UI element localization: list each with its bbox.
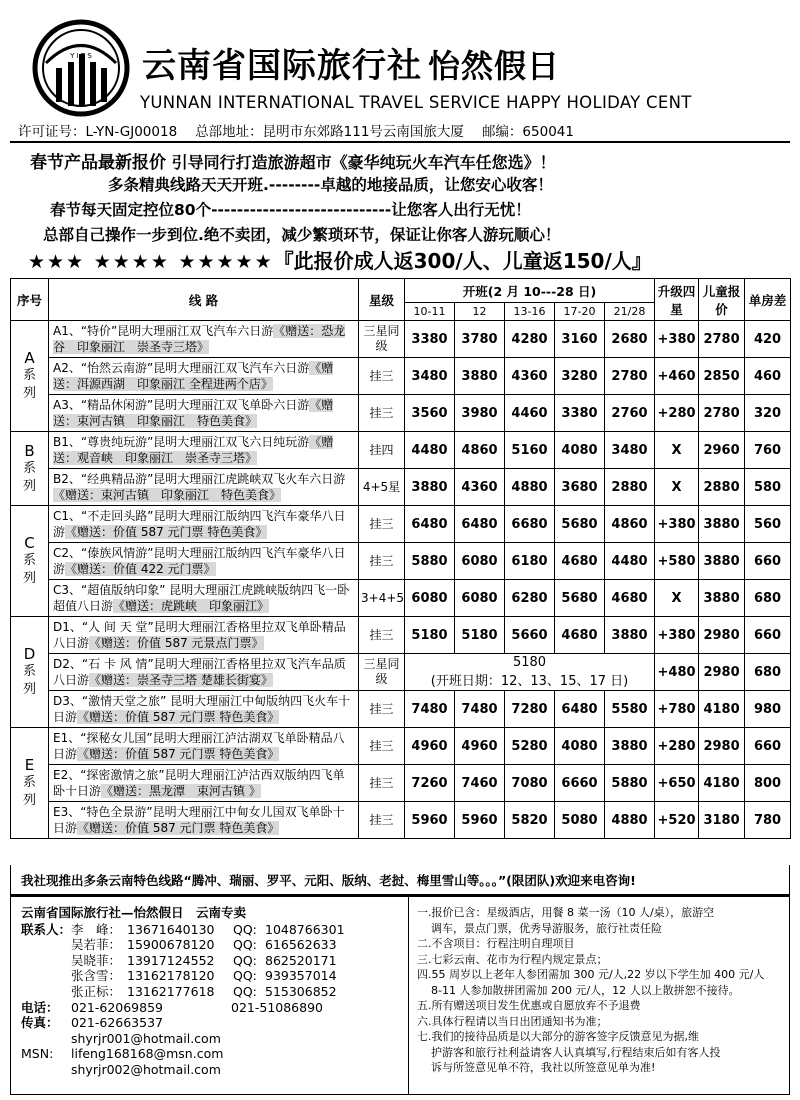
- company-name-cn: 云南省国际旅行社: [142, 46, 422, 86]
- price-cell: 5580: [605, 691, 655, 728]
- route-gift: 《赠送：价值 587 元门票 特色美食》: [65, 525, 268, 539]
- route-gift: 《赠送：价值 587 元门票 特色美食》: [77, 821, 280, 835]
- star-level: 挂三: [359, 802, 405, 839]
- contact-fax: 传真： 021-62663537: [21, 1015, 163, 1031]
- price-cell: 4960: [455, 728, 505, 765]
- merged-price-cell: [405, 654, 655, 691]
- price-cell: 3880: [605, 617, 655, 654]
- term-7-cont-2: 诉与所签意见单不符，我社以所签意见单为准!: [431, 1061, 656, 1074]
- contact-person: [21, 937, 398, 953]
- price-cell: 5960: [455, 802, 505, 839]
- child-price: 3180: [699, 802, 745, 839]
- date-col-header: 10-11: [405, 303, 455, 321]
- star-level: 挂三: [359, 691, 405, 728]
- table-row: [11, 506, 791, 543]
- child-price: 3880: [699, 580, 745, 617]
- price-cell: 4080: [555, 728, 605, 765]
- promo-line-5: ★★★ ★★★★ ★★★★★『此报价成人返300/人、儿童返150/人』: [28, 249, 652, 273]
- table-row: [11, 765, 791, 802]
- col-departures: 开班(2 月 10---28 日): [405, 279, 655, 303]
- single-supplement: 980: [745, 691, 791, 728]
- route-gift: 《赠送：恐龙谷 印象丽江 崇圣寺三塔》: [53, 324, 346, 354]
- price-cell: 4680: [605, 580, 655, 617]
- person-phone: 13917124552: [127, 952, 215, 968]
- route-cell: [49, 506, 359, 543]
- svg-text:Y I T S: Y I T S: [70, 52, 92, 60]
- price-cell: 4360: [505, 358, 555, 395]
- rating-stars: ★★★ ★★★★ ★★★★★: [28, 251, 274, 273]
- price-cell: 4860: [605, 506, 655, 543]
- col-route: 线 路: [49, 279, 359, 321]
- price-cell: 5160: [505, 432, 555, 469]
- price-cell: 5680: [555, 580, 605, 617]
- company-title: [142, 38, 560, 87]
- price-cell: 2680: [605, 321, 655, 358]
- route-cell: [49, 802, 359, 839]
- terms-panel: [409, 897, 789, 1094]
- single-supplement: 460: [745, 358, 791, 395]
- person-phone: 13162177618: [127, 983, 215, 999]
- promo-line-4: 总部自己操作一步到位.绝不卖团，减少繁琐环节，保证让你客人游玩顺心！: [43, 226, 561, 244]
- route-title: B2、“经典精品游”昆明大理丽江虎跳峡双飞火车六日游: [53, 472, 346, 486]
- license-number: 许可证号：L-YN-GJ00018: [18, 124, 178, 140]
- date-col-header: 21/28: [605, 303, 655, 321]
- header: [0, 0, 800, 140]
- single-supplement: 660: [745, 543, 791, 580]
- table-row: [11, 654, 791, 691]
- star-level: 挂三: [359, 765, 405, 802]
- route-title: C2、“傣族风情游”昆明大理丽江版纳四飞汽车豪华八日游: [53, 546, 346, 576]
- price-cell: 4280: [505, 321, 555, 358]
- term-6: 六.具体行程请以当日出团通知书为准；: [417, 1014, 608, 1028]
- price-cell: 3380: [555, 395, 605, 432]
- route-cell: [49, 395, 359, 432]
- date-col-header: 17-20: [555, 303, 605, 321]
- price-cell: 3880: [405, 469, 455, 506]
- price-cell: 4860: [455, 432, 505, 469]
- upgrade-price: +780: [655, 691, 699, 728]
- price-cell: 5180: [455, 617, 505, 654]
- promo-line-2: 多条精典线路天天开班.--------卓越的地接品质，让您安心收客！: [108, 176, 553, 194]
- person-name: 张正标：: [71, 983, 122, 999]
- price-cell: 7080: [505, 765, 555, 802]
- series-label: D 系 列: [11, 617, 49, 728]
- child-price: 2780: [699, 395, 745, 432]
- star-level: 3+4+5: [359, 580, 405, 617]
- price-table-body: [11, 321, 791, 839]
- upgrade-price: +280: [655, 395, 699, 432]
- price-cell: 4880: [505, 469, 555, 506]
- upgrade-price: +520: [655, 802, 699, 839]
- footer: [10, 895, 790, 1095]
- route-cell: [49, 321, 359, 358]
- price-cell: 6080: [455, 543, 505, 580]
- price-cell: 5960: [405, 802, 455, 839]
- series-label: A 系 列: [11, 321, 49, 432]
- price-cell: 7280: [505, 691, 555, 728]
- person-phone: 13671640130: [127, 921, 215, 937]
- col-upgrade: 升级四星: [655, 279, 699, 321]
- route-cell: [49, 765, 359, 802]
- price-cell: 3680: [555, 469, 605, 506]
- star-level: 挂三: [359, 358, 405, 395]
- table-row: [11, 432, 791, 469]
- brand-name: 怡然假日: [428, 47, 561, 85]
- col-seq: 序号: [11, 279, 49, 321]
- route-cell: [49, 617, 359, 654]
- single-supplement: 680: [745, 580, 791, 617]
- route-cell: [49, 728, 359, 765]
- star-level: 三星同级: [359, 654, 405, 691]
- person-phone: 15900678120: [127, 937, 215, 953]
- table-row: [11, 728, 791, 765]
- table-row: [11, 469, 791, 506]
- price-cell: 4480: [405, 432, 455, 469]
- table-row: [11, 802, 791, 839]
- term-7-cont: 护游客和旅行社利益请客人认真填写,行程结束后如有客人投: [431, 1045, 721, 1059]
- star-level: 挂三: [359, 617, 405, 654]
- route-gift: 《赠送：束河古镇 印象丽江 特色美食》: [53, 398, 334, 428]
- route-cell: [49, 469, 359, 506]
- single-supplement: 420: [745, 321, 791, 358]
- price-cell: 4680: [555, 543, 605, 580]
- price-cell: 2760: [605, 395, 655, 432]
- route-gift: 《赠送：黑龙潭 束河古镇 》: [101, 784, 261, 798]
- route-gift: 《赠送：观音峡 印象丽江 崇圣寺三塔》: [53, 435, 334, 465]
- price-cell: 3480: [605, 432, 655, 469]
- upgrade-price: X: [655, 469, 699, 506]
- price-cell: 2780: [605, 358, 655, 395]
- col-star: 星级: [359, 279, 405, 321]
- route-gift: 《赠送：价值 587 元门票 特色美食》: [77, 710, 280, 724]
- contact-email: shyrjr001@hotmail.com: [71, 1030, 221, 1046]
- price-cell: 3480: [405, 358, 455, 395]
- term-4: 四.55 周岁以上老年人参团需加 300 元/人,22 岁以下学生加 400 元/人: [417, 968, 765, 981]
- route-title: D1、“人 间 天 堂”昆明大理丽江香格里拉双飞单卧精品八日游: [53, 620, 346, 650]
- series-label: B 系 列: [11, 432, 49, 506]
- price-cell: 7260: [405, 765, 455, 802]
- contact-phone: 电话： 021-62069859 021-51086890: [21, 999, 323, 1015]
- price-cell: 6080: [455, 580, 505, 617]
- single-supplement: 760: [745, 432, 791, 469]
- term-4-cont: 8-11 人参加散拼团需加 200 元/人，12 人以上散拼恕不接待。: [431, 983, 740, 997]
- person-name: 吴若菲：: [71, 937, 122, 953]
- price-cell: 5080: [555, 802, 605, 839]
- merged-note: (开班日期：12、13、15、17 日): [430, 674, 629, 689]
- table-row: [11, 580, 791, 617]
- person-qq: 515306852: [265, 983, 337, 999]
- route-title: D2、“石 卡 风 情”昆明大理丽江香格里拉双飞汽车品质八日游: [53, 657, 346, 687]
- star-level: 挂三: [359, 506, 405, 543]
- contact-org: 云南省国际旅行社—怡然假日 云南专卖: [21, 905, 247, 920]
- route-title: A1、“特价”昆明大理丽江双飞汽车六日游: [53, 324, 274, 338]
- route-cell: [49, 580, 359, 617]
- special-routes-notice: 我社现推出多条云南特色线路“腾冲、瑞丽、罗平、元阳、版纳、老挝、梅里雪山等。。。”(限团队)欢迎来电咨询!: [10, 865, 790, 895]
- price-cell: 6480: [555, 691, 605, 728]
- single-supplement: 560: [745, 506, 791, 543]
- route-gift: 《赠送：崇圣寺三塔 楚雄长街宴》: [89, 673, 273, 687]
- star-level: 4+5星: [359, 469, 405, 506]
- upgrade-price: X: [655, 580, 699, 617]
- upgrade-price: +460: [655, 358, 699, 395]
- price-cell: 6660: [555, 765, 605, 802]
- postcode: 邮编：650041: [481, 124, 574, 140]
- price-cell: 5880: [405, 543, 455, 580]
- merged-price: 5180: [512, 655, 547, 670]
- price-cell: 3560: [405, 395, 455, 432]
- table-row: [11, 358, 791, 395]
- route-title: D3、“激情天堂之旅” 昆明大理丽江中甸版纳四飞火车十日游: [53, 694, 351, 724]
- col-child: 儿童报价: [699, 279, 745, 321]
- qq-label: QQ:: [233, 968, 257, 984]
- price-cell: 4880: [605, 802, 655, 839]
- price-cell: 6480: [405, 506, 455, 543]
- col-single: 单房差: [745, 279, 791, 321]
- price-cell: 3880: [605, 728, 655, 765]
- contact-person: [21, 984, 398, 1000]
- upgrade-price: +380: [655, 321, 699, 358]
- single-supplement: 320: [745, 395, 791, 432]
- table-row: [11, 691, 791, 728]
- route-cell: [49, 543, 359, 580]
- star-level: 挂三: [359, 728, 405, 765]
- qq-label: QQ:: [233, 921, 257, 937]
- table-row: [11, 321, 791, 358]
- route-title: A3、“精品休闲游”昆明大理丽江双飞单卧六日游: [53, 398, 310, 412]
- series-label: E 系 列: [11, 728, 49, 839]
- single-supplement: 580: [745, 469, 791, 506]
- person-qq: 862520171: [265, 952, 337, 968]
- price-cell: 3160: [555, 321, 605, 358]
- child-price: 4180: [699, 691, 745, 728]
- person-qq: 616562633: [265, 937, 337, 953]
- child-price: 2780: [699, 321, 745, 358]
- contact-panel: [11, 897, 409, 1094]
- term-7: 七.我们的接待品质是以大部分的游客签字反馈意见为据,维: [417, 1030, 699, 1043]
- star-level: 挂三: [359, 543, 405, 580]
- date-col-header: 12: [455, 303, 505, 321]
- date-col-header: 13-16: [505, 303, 555, 321]
- price-cell: 5880: [605, 765, 655, 802]
- qq-label: QQ:: [233, 952, 257, 968]
- route-gift: 《赠送：虎跳峡 印象丽江》: [113, 599, 270, 613]
- company-name-en: YUNNAN INTERNATIONAL TRAVEL SERVICE HAPPY HOLIDAY CENT: [140, 93, 692, 112]
- route-title: C3、“超值版纳印象” 昆明大理丽江虎跳峡版纳四飞一卧超值八日游: [53, 583, 350, 613]
- contact-person: 联系人： 李 峰： 13671640130 QQ: 1048766301: [21, 921, 345, 937]
- price-cell: 4460: [505, 395, 555, 432]
- person-phone: 13162178120: [127, 968, 215, 984]
- price-cell: 5680: [555, 506, 605, 543]
- upgrade-price: +380: [655, 506, 699, 543]
- promo-line-1: 春节产品最新报价 引导同行打造旅游超市《豪华纯玩火车汽车任您选》！: [30, 153, 556, 173]
- company-info: [18, 120, 788, 140]
- qq-label: QQ:: [233, 983, 257, 999]
- qq-label: QQ:: [233, 937, 257, 953]
- term-1-cont: 调车，景点门票，优秀导游服务，旅行社责任险: [431, 921, 662, 935]
- contact-person: [21, 953, 398, 969]
- price-cell: 7480: [455, 691, 505, 728]
- upgrade-price: +380: [655, 617, 699, 654]
- price-cell: 2880: [605, 469, 655, 506]
- price-cell: 6080: [405, 580, 455, 617]
- route-title: C1、“不走回头路”昆明大理丽江版纳四飞汽车豪华八日游: [53, 509, 346, 539]
- contact-email-2: shyrjr002@hotmail.com: [71, 1061, 221, 1077]
- term-5: 五.所有赠送项目发生优惠或自愿放弃不予退费: [417, 999, 641, 1012]
- child-price: 2880: [699, 469, 745, 506]
- route-gift: 《赠送：价值 422 元门票》: [65, 562, 216, 576]
- contact-person: [21, 968, 398, 984]
- price-cell: 4680: [555, 617, 605, 654]
- single-supplement: 660: [745, 617, 791, 654]
- upgrade-price: X: [655, 432, 699, 469]
- upgrade-price: +280: [655, 728, 699, 765]
- term-3: 三.七彩云南、花市为行程内规定景点；: [417, 952, 608, 966]
- price-cell: 6280: [505, 580, 555, 617]
- price-cell: 5180: [405, 617, 455, 654]
- star-level: 挂四: [359, 432, 405, 469]
- table-row: [11, 617, 791, 654]
- series-label: C 系 列: [11, 506, 49, 617]
- price-cell: 4080: [555, 432, 605, 469]
- route-title: B1、“尊贵纯玩游”昆明大理丽江双飞六日纯玩游: [53, 435, 310, 449]
- single-supplement: 780: [745, 802, 791, 839]
- price-cell: 3980: [455, 395, 505, 432]
- price-cell: 3380: [405, 321, 455, 358]
- child-price: 2980: [699, 617, 745, 654]
- single-supplement: 680: [745, 654, 791, 691]
- price-cell: 6180: [505, 543, 555, 580]
- upgrade-price: +480: [655, 654, 699, 691]
- child-price: 2980: [699, 654, 745, 691]
- star-level: 三星同级: [359, 321, 405, 358]
- person-qq: 1048766301: [265, 921, 345, 937]
- route-title: A2、“怡然云南游”昆明大理丽江双飞汽车六日游: [53, 361, 310, 375]
- price-cell: 5280: [505, 728, 555, 765]
- child-price: 4180: [699, 765, 745, 802]
- header-divider: [10, 141, 790, 143]
- head-office-address: 总部地址：昆明市东郊路111号云南国旅大厦: [195, 124, 464, 140]
- price-cell: 4480: [605, 543, 655, 580]
- price-cell: 3780: [455, 321, 505, 358]
- route-gift: 《赠送：洱源西湖 印象丽江 全程进两个店》: [53, 361, 334, 391]
- price-cell: 4360: [455, 469, 505, 506]
- route-gift: 《赠送：价值 587 元门票 特色美食》: [77, 747, 280, 761]
- person-name: 吴晓菲：: [71, 952, 122, 968]
- child-price: 3880: [699, 543, 745, 580]
- contact-list: [21, 922, 398, 1000]
- price-cell: 6680: [505, 506, 555, 543]
- upgrade-price: +650: [655, 765, 699, 802]
- route-title: E2、“探密激情之旅”昆明大理丽江泸沽西双版纳四飞单卧十日游: [53, 768, 345, 798]
- price-cell: 7480: [405, 691, 455, 728]
- route-cell: [49, 358, 359, 395]
- contact-msn: MSN: lifeng168168@msn.com: [21, 1046, 224, 1062]
- route-cell: [49, 654, 359, 691]
- price-cell: 3280: [555, 358, 605, 395]
- person-qq: 939357014: [265, 968, 337, 984]
- promo-line-3: 春节每天固定控位80个----------------------------让您客人出行无忧！: [50, 201, 531, 219]
- table-row: [11, 395, 791, 432]
- price-cell: 5660: [505, 617, 555, 654]
- route-cell: [49, 432, 359, 469]
- single-supplement: 660: [745, 728, 791, 765]
- route-title: E3、“特色全景游”昆明大理丽江中甸女儿国双飞单卧十日游: [53, 805, 345, 835]
- star-level: 挂三: [359, 395, 405, 432]
- upgrade-price: +580: [655, 543, 699, 580]
- price-cell: 7460: [455, 765, 505, 802]
- route-gift: 《赠送：价值 587 元景点门票》: [89, 636, 264, 650]
- child-price: 2980: [699, 728, 745, 765]
- price-cell: 4960: [405, 728, 455, 765]
- route-gift: 《赠送：束河古镇 印象丽江 特色美食》: [53, 488, 282, 502]
- price-cell: 3880: [455, 358, 505, 395]
- table-row: [11, 543, 791, 580]
- child-price: 2960: [699, 432, 745, 469]
- term-1: 一.报价已含：星级酒店，用餐 8 菜一汤（10 人/桌），旅游空: [417, 906, 715, 919]
- price-cell: 6480: [455, 506, 505, 543]
- route-cell: [49, 691, 359, 728]
- person-name: 张含雪：: [71, 968, 122, 984]
- single-supplement: 800: [745, 765, 791, 802]
- term-2: 二.不含项目：行程注明自理项目: [417, 937, 575, 950]
- route-title: E1、“探秘女儿国”昆明大理丽江泸沽湖双飞单卧精品八日游: [53, 731, 345, 761]
- child-price: 2850: [699, 358, 745, 395]
- price-cell: 5820: [505, 802, 555, 839]
- price-table: [10, 278, 791, 839]
- company-logo: [26, 18, 136, 118]
- person-name: 李 峰：: [71, 921, 122, 937]
- child-price: 3880: [699, 506, 745, 543]
